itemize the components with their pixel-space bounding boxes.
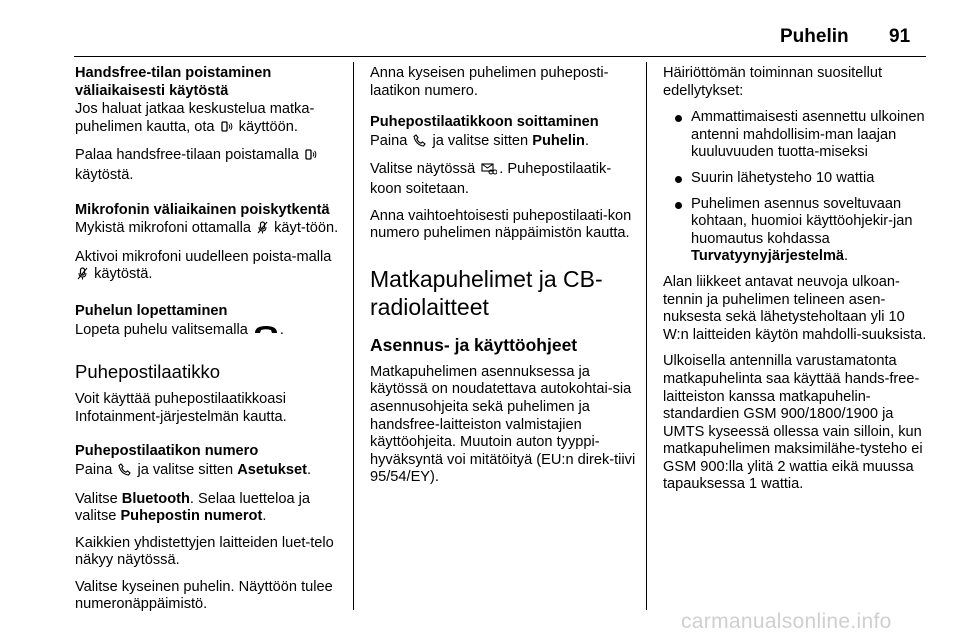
dealer-advice-paragraph: Alan liikkeet antavat neuvoja ulkoan-tennin ja puhelimen telineen asen-nuksesta sekä lähetysteholtaan yli 10 W:n laitteiden käytön mahdolli-suuksista. — [663, 273, 927, 343]
mic-paragraph-2 — [75, 249, 347, 286]
heading-mobile-cb: Matkapuhelimet ja CB-radiolaitteet — [370, 265, 603, 320]
header-divider — [74, 56, 926, 57]
call-vm-paragraph-2 — [370, 161, 638, 198]
column-divider-2 — [646, 62, 647, 610]
text: . — [844, 248, 849, 265]
vm-enter-number: Anna kyseisen puhelimen puheposti-laatikon numero. — [370, 65, 609, 99]
list-item: Suurin lähetysteho 10 wattia — [663, 170, 931, 188]
section-call-vm-title: Puhepostilaatikkoon soittaminen — [370, 114, 599, 131]
text: Valitse — [75, 490, 118, 507]
handset-speaker-icon — [221, 121, 233, 139]
text: Aktivoi mikrofoni uudelleen poista-malla — [75, 248, 332, 265]
text: Lopeta puhelu valitsemalla — [75, 321, 248, 338]
text: käytöstä. — [94, 266, 153, 283]
page-number: 91 — [889, 26, 911, 47]
handsfree-paragraph-2 — [75, 147, 347, 184]
page-header-title: Puhelin — [780, 26, 849, 47]
requirements-list — [663, 109, 931, 266]
section-mic-title: Mikrofonin väliaikainen poiskytkentä — [75, 201, 330, 218]
text: Mykistä mikrofoni ottamalla — [75, 220, 251, 237]
text: ja valitse sitten — [432, 132, 529, 149]
text: Palaa handsfree-tilaan poistamalla — [75, 147, 299, 164]
call-vm-paragraph-3: Anna vaihtoehtoisesti puhepostilaati-kon numero puhelimen näppäimistön kautta. — [370, 207, 632, 242]
list-item: Ammattimaisesti asennettu ulkoinen antenni mahdollisim-man laajan kuuluvuuden tuotta-miseksi — [663, 109, 931, 162]
text: Puhelimen asennus soveltuvaan kohtaan, huomioi käyttöohjekir-jan huomautus kohdassa — [691, 195, 913, 247]
heading-installation: Asennus- ja käyttöohjeet — [370, 334, 578, 355]
vm-number-paragraph-1 — [75, 462, 347, 482]
text: . — [279, 321, 284, 338]
text: Jos haluat jatkaa keskustelua matka-puhelimen kautta, ota — [75, 101, 315, 135]
text: käyttöön. — [238, 118, 298, 135]
text: . Selaa luetteloa ja valitse — [75, 490, 310, 525]
column-1 — [75, 65, 347, 623]
text: käytöstä. — [75, 166, 134, 183]
microphone-mute-icon — [77, 267, 88, 286]
text: käyt-töön. — [274, 220, 339, 237]
airbag-reference-link[interactable]: Turvatyynyjärjestelmä — [691, 248, 845, 265]
end-call-icon — [254, 324, 278, 342]
mic-paragraph-1 — [75, 220, 347, 240]
vm-number-paragraph-3: Kaikkien yhdistettyjen laitteiden luet-telo näkyy näytössä. — [75, 534, 334, 569]
list-item — [663, 196, 931, 266]
text: Paina — [75, 461, 113, 478]
handsfree-paragraph-1 — [75, 101, 347, 138]
text: . — [262, 508, 267, 525]
bluetooth-label: Bluetooth — [121, 490, 190, 507]
vm-number-paragraph-4: Valitse kyseinen puhelin. Näyttöön tulee numeronäppäimistö. — [75, 578, 333, 613]
microphone-mute-icon — [257, 221, 268, 240]
settings-label: Asetukset — [237, 461, 307, 478]
text: . Puhepostilaatik-koon soitetaan. — [370, 161, 612, 197]
voicemail-icon — [481, 163, 497, 181]
text: ja valitse sitten — [137, 461, 234, 478]
call-vm-paragraph-1 — [370, 133, 638, 153]
text: . — [307, 461, 312, 478]
section-handsfree-title: Handsfree-tilan poistaminen väliaikaisesti käytöstä — [75, 65, 272, 99]
handset-speaker-icon — [305, 149, 317, 167]
antenna-paragraph: Ulkoisella antennilla varustamatonta matkapuhelinta saa käyttää hands-free-laitteiston kanssa matkapuhelin-standardien GSM 900/1800/1900 ja UMTS kyseessä ollessa vain silloin, kun matkapuhelimen maksimilähe-tysteho ei GSM 900:lla ylitä 2 wattia eikä muussa tapauksessa 1 wattia. — [663, 353, 923, 493]
column-2 — [370, 65, 638, 496]
installation-paragraph: Matkapuhelimen asennuksessa ja käytössä on noudatettava autokohtai-sia asennusohjeita sekä puhelimen ja handsfree-laitteiston valmistajien käyttöohjeita. Muutoin auton tyyppi-hyväksyntä voi mitätöityä (EU:n direk-tiivi 95/54/EY). — [370, 363, 636, 486]
vm-number-paragraph-2 — [75, 491, 347, 526]
phone-home-icon — [413, 134, 426, 153]
column-3 — [663, 65, 931, 503]
text: . — [584, 132, 589, 149]
phone-home-icon — [118, 463, 131, 482]
heading-voicemail: Puhepostilaatikko — [75, 361, 221, 383]
section-endcall-title: Puhelun lopettaminen — [75, 302, 228, 319]
voicemail-intro: Voit käyttää puhepostilaatikkoasi Infotainment-järjestelmän kautta. — [75, 391, 287, 425]
voicemail-numbers-label: Puhepostin numerot — [120, 508, 263, 525]
phone-label: Puhelin — [532, 132, 585, 149]
watermark: carmanualsonline.info — [681, 610, 892, 633]
text: Paina — [370, 132, 408, 149]
section-vm-number-title: Puhepostilaatikon numero — [75, 443, 259, 460]
column-divider-1 — [353, 62, 354, 610]
text: Valitse näytössä — [370, 161, 476, 178]
endcall-paragraph — [75, 322, 347, 342]
requirements-intro: Häiriöttömän toiminnan suositellut edellytykset: — [663, 65, 883, 99]
